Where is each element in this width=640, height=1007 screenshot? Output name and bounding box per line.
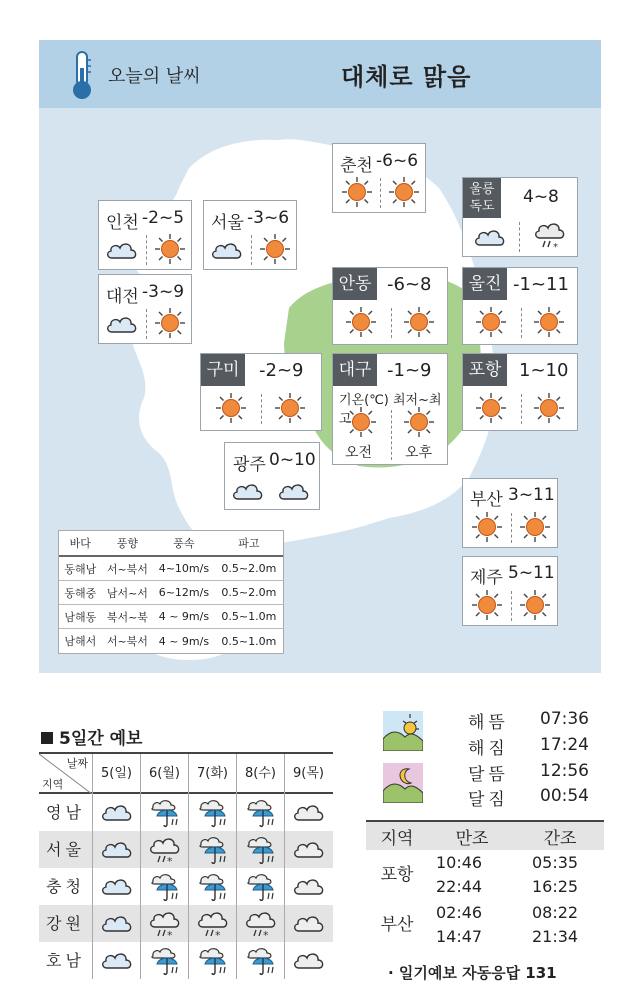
moonrise-icon: [383, 763, 423, 803]
city-temp: -1~9: [387, 360, 432, 381]
city-temp: -2~9: [259, 360, 304, 381]
forecast-day: 7(화): [188, 754, 236, 794]
forecast-cell: [92, 942, 140, 979]
sea-cell: 0.5~2.0m: [221, 586, 277, 599]
city-temp: 5~11: [508, 563, 555, 583]
rain-umbrella-icon: [195, 870, 231, 902]
tide-header: [366, 820, 604, 850]
forecast-day: 6(월): [140, 754, 188, 794]
cloud-icon: [99, 944, 135, 976]
forecast-region: 호남: [46, 951, 85, 970]
forecast-day: 5(일): [92, 754, 140, 794]
sea-cell: 남해서: [64, 635, 97, 648]
sea-cell: 4 ~ 9m/s: [158, 610, 210, 623]
forecast-cell: [188, 831, 236, 868]
sun-icon: [215, 392, 247, 424]
city-name: 춘천: [340, 156, 373, 176]
forecast-rows: [39, 794, 333, 979]
city-card-pohang: [462, 353, 578, 431]
svg-text:*: *: [553, 242, 558, 252]
sun-icon: [475, 392, 507, 424]
city-name: 제주: [470, 568, 503, 588]
sun-icon: [403, 306, 435, 338]
forecast-cell: [236, 905, 284, 942]
moonrise-label: 달뜸: [468, 765, 509, 785]
forecast-row: [39, 905, 333, 942]
city-card-jeju: [462, 556, 558, 626]
sea-cell: 0.5~1.0m: [221, 610, 277, 623]
forecast-cell: [92, 905, 140, 942]
city-name-tag: 울릉 독도: [463, 178, 501, 218]
rain-umbrella-icon: [147, 944, 183, 976]
city-name: 광주: [233, 455, 266, 475]
rain-snow-cloud-icon: [533, 218, 567, 252]
city-temp: -1~11: [513, 274, 569, 295]
sea-table-row: [59, 557, 283, 581]
rain-umbrella-icon: [243, 796, 279, 828]
rain-umbrella-icon: [243, 833, 279, 865]
rain-umbrella-icon: [195, 833, 231, 865]
forecast-row: [39, 868, 333, 905]
sea-cell: 동해중: [64, 586, 97, 600]
forecast-region: 영남: [46, 803, 85, 822]
moonrise-time: 12:56: [540, 761, 589, 781]
forecast-table: [39, 752, 333, 979]
sun-icon: [388, 176, 420, 208]
cloud-icon: [473, 223, 507, 251]
city-card-seoul: [203, 200, 297, 270]
forecast-cell: [188, 905, 236, 942]
svg-text:*: *: [167, 855, 173, 865]
sea-table-row: [59, 581, 283, 605]
forecast-title: 5일간 예보: [41, 724, 142, 749]
svg-text:*: *: [215, 929, 221, 939]
city-name-tag: 포항: [463, 354, 507, 386]
city-temp: -2~5: [142, 208, 185, 228]
sea-cell: 남해동: [64, 610, 97, 624]
city-temp: 4~8: [523, 187, 559, 207]
forecast-row: [39, 942, 333, 979]
sea-cell: 0.5~1.0m: [221, 634, 277, 648]
map-header: [39, 40, 601, 108]
square-bullet-icon: [41, 732, 53, 744]
legend-temp-label: 기온(℃) 최저~최고: [339, 393, 442, 427]
moonset-label: 달짐: [468, 790, 509, 810]
sea-header-cell: 풍향: [116, 537, 139, 550]
sun-icon: [533, 306, 565, 338]
city-card-daejeon: [98, 274, 192, 344]
sunrise-label: 해뜸: [468, 713, 509, 733]
sea-cell: 서~북서: [106, 635, 148, 648]
cloud-icon: [277, 477, 311, 505]
sun-icon: [471, 511, 503, 543]
sea-cell: 4 ~ 9m/s: [158, 634, 210, 648]
cloud-icon: [99, 833, 135, 865]
tide-city: 포항: [380, 865, 414, 885]
city-name: 부산: [470, 490, 503, 510]
city-card-uljin: [462, 267, 578, 345]
gray-cloud-icon: [291, 907, 327, 939]
rain-snow-cloud-icon: [147, 833, 183, 865]
forecast-cell: [92, 868, 140, 905]
city-card-ulleung-dokdo: [462, 177, 578, 257]
forecast-region: 강원: [46, 914, 85, 933]
city-temp: -6~6: [376, 151, 419, 171]
cloud-icon: [231, 477, 265, 505]
sea-cell: 서~북서: [106, 562, 148, 576]
thermometer-icon: [69, 50, 95, 102]
forecast-row: [39, 831, 333, 868]
corner-date-label: 날짜: [66, 757, 88, 770]
sun-icon: [274, 392, 306, 424]
forecast-cell: [188, 794, 236, 831]
forecast-cell: [188, 868, 236, 905]
low-tide-time: 21:34: [532, 927, 579, 946]
low-tide-time: 08:22: [532, 903, 579, 922]
city-card-chuncheon: [332, 143, 426, 213]
city-name: 인천: [106, 213, 139, 233]
gray-cloud-icon: [291, 944, 327, 976]
high-tide-time: 02:46: [436, 903, 483, 922]
city-card-gwangju: [224, 442, 320, 510]
sea-cell: 북서~북: [106, 610, 148, 624]
city-temp: -3~6: [247, 208, 290, 228]
sea-table-row: [59, 629, 283, 653]
sea-cell: 6~12m/s: [158, 586, 210, 599]
cloud-icon: [105, 310, 139, 338]
gray-cloud-icon: [291, 870, 327, 902]
forecast-cell: [140, 905, 188, 942]
cloud-icon: [99, 907, 135, 939]
rain-umbrella-icon: [243, 944, 279, 976]
city-card-incheon: [98, 200, 192, 270]
sunset-time: 17:24: [540, 735, 589, 755]
city-name-tag: 안동: [333, 268, 377, 300]
forecast-cell: [140, 794, 188, 831]
sea-header-cell: 파고: [238, 537, 260, 550]
tide-group-busan: [366, 900, 604, 950]
low-tide-time: 16:25: [532, 877, 579, 896]
tide-header-cell: 지역: [380, 828, 414, 849]
rain-umbrella-icon: [243, 870, 279, 902]
forecast-day: 9(목): [284, 754, 332, 794]
legend-pm-label: 오후: [405, 445, 433, 461]
forecast-cell: [92, 794, 140, 831]
city-card-daegu: [332, 353, 448, 465]
tide-group-pohang: [366, 850, 604, 900]
sun-icon: [154, 307, 186, 339]
city-name-tag: 대구: [333, 354, 377, 386]
corner-region-label: 지역: [42, 778, 64, 791]
forecast-cell: [140, 831, 188, 868]
city-temp: 1~10: [519, 360, 569, 381]
sea-conditions-table: [58, 530, 284, 654]
sun-icon: [345, 306, 377, 338]
rain-snow-cloud-icon: [243, 907, 279, 939]
sea-table-header: [59, 531, 283, 557]
weather-summary: 대체로 맑음: [341, 63, 472, 91]
forecast-cell: [188, 942, 236, 979]
tide-header-cell: 간조: [543, 828, 577, 849]
rain-umbrella-icon: [147, 870, 183, 902]
forecast-region: 충청: [46, 877, 85, 896]
legend-am-label: 오전: [345, 445, 373, 461]
city-name-tag: 구미: [201, 354, 245, 386]
sea-table-row: [59, 605, 283, 629]
high-tide-time: 22:44: [436, 877, 483, 896]
tide-city: 부산: [380, 915, 414, 935]
city-name: 서울: [211, 213, 244, 233]
city-temp: 3~11: [508, 485, 555, 505]
weather-map-panel: [39, 40, 601, 673]
sun-icon: [475, 306, 507, 338]
forecast-header: [39, 752, 333, 794]
city-temp: -6~8: [387, 274, 432, 295]
header-label: 오늘의 날씨: [108, 66, 201, 87]
city-temp: 0~10: [269, 450, 316, 470]
sea-header-cell: 바다: [69, 537, 91, 550]
forecast-cell: [284, 905, 332, 942]
rain-snow-cloud-icon: [147, 907, 183, 939]
city-temp: -3~9: [142, 282, 185, 302]
cloud-icon: [210, 236, 244, 264]
sea-cell: 동해남: [64, 562, 97, 576]
gray-cloud-icon: [291, 833, 327, 865]
sunrise-time: 07:36: [540, 709, 589, 729]
high-tide-time: 10:46: [436, 853, 483, 872]
forecast-cell: [236, 942, 284, 979]
city-name-tag: 울진: [463, 268, 507, 300]
sun-icon: [154, 233, 186, 265]
sunrise-icon: [383, 711, 423, 751]
sun-icon: [341, 176, 373, 208]
ars-info: · 일기예보 자동응답 131: [388, 964, 557, 982]
forecast-cell: [236, 868, 284, 905]
svg-text:*: *: [263, 929, 269, 939]
low-tide-time: 05:35: [532, 853, 579, 872]
sun-icon: [259, 233, 291, 265]
city-card-andong: [332, 267, 448, 345]
forecast-cell: [92, 831, 140, 868]
forecast-cell: [284, 942, 332, 979]
city-card-busan: [462, 478, 558, 548]
sun-icon: [403, 406, 435, 438]
forecast-cell: [236, 831, 284, 868]
cloud-icon: [99, 870, 135, 902]
forecast-cell: [140, 942, 188, 979]
svg-text:*: *: [167, 929, 173, 939]
forecast-day: 8(수): [236, 754, 284, 794]
tide-header-cell: 만조: [455, 828, 489, 849]
forecast-cell: [236, 794, 284, 831]
sun-icon: [533, 392, 565, 424]
forecast-cell: [140, 868, 188, 905]
sun-icon: [345, 406, 377, 438]
high-tide-time: 14:47: [436, 927, 483, 946]
sun-icon: [519, 511, 551, 543]
forecast-row: [39, 794, 333, 831]
rain-snow-cloud-icon: [195, 907, 231, 939]
cloud-icon: [99, 796, 135, 828]
sea-cell: 4~10m/s: [158, 562, 210, 575]
tide-table: [366, 820, 604, 950]
gray-cloud-icon: [291, 796, 327, 828]
moonset-time: 00:54: [540, 786, 589, 806]
sun-icon: [471, 589, 503, 621]
forecast-region: 서울: [46, 840, 85, 859]
sunset-label: 해짐: [468, 739, 509, 759]
sea-cell: 0.5~2.0m: [221, 562, 277, 575]
sun-icon: [519, 589, 551, 621]
forecast-cell: [284, 831, 332, 868]
rain-umbrella-icon: [195, 796, 231, 828]
rain-umbrella-icon: [195, 944, 231, 976]
sea-header-cell: 풍속: [173, 537, 195, 550]
city-card-gumi: [200, 353, 322, 431]
forecast-cell: [284, 868, 332, 905]
rain-umbrella-icon: [147, 796, 183, 828]
sea-cell: 남서~서: [106, 586, 148, 600]
cloud-icon: [105, 236, 139, 264]
forecast-cell: [284, 794, 332, 831]
city-name: 대전: [106, 287, 139, 307]
